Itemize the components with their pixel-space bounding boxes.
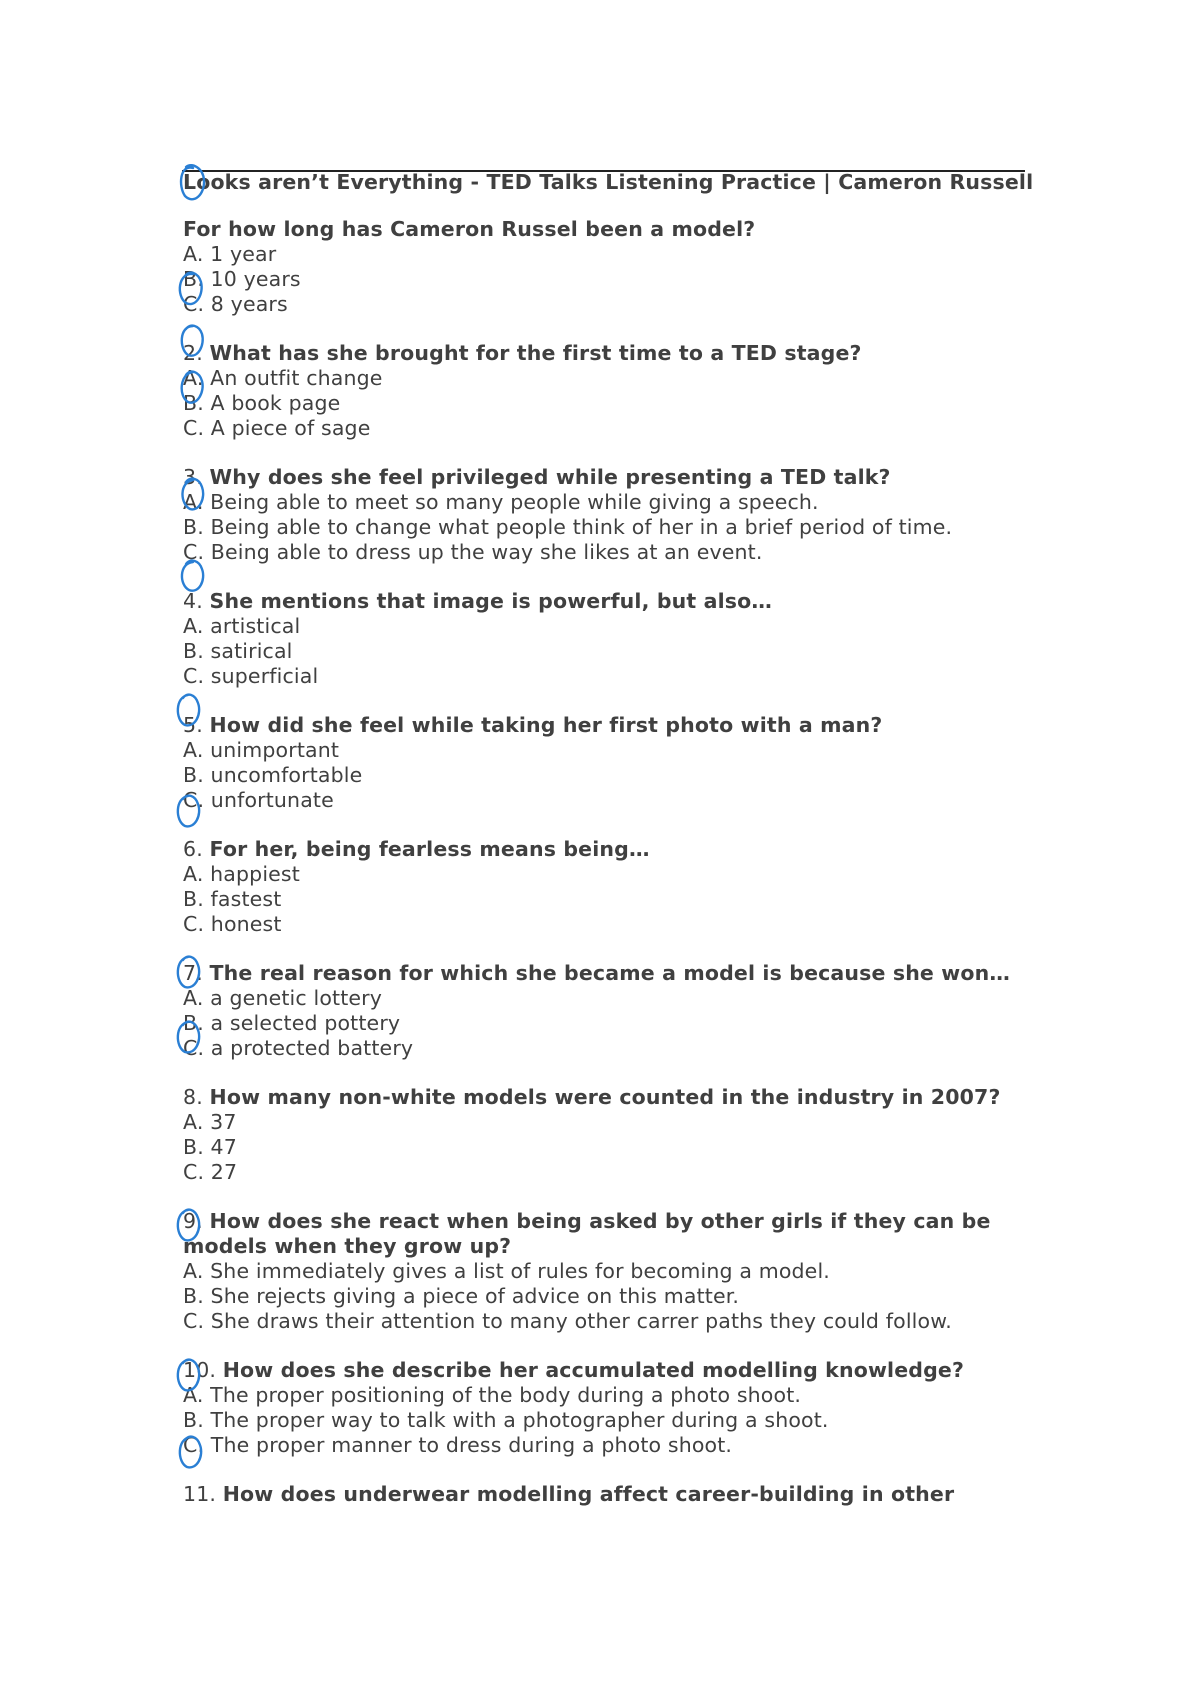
question-text: What has she brought for the first time to a TED stage? <box>209 341 862 365</box>
question-text: How did she feel while taking her first photo with a man? <box>209 713 883 737</box>
question-prompt <box>183 341 1043 366</box>
answer-option[interactable]: B. The proper way to talk with a photographer during a shoot. <box>183 1408 829 1432</box>
question-number: 6. <box>183 837 203 861</box>
answer-option[interactable]: A. The proper positioning of the body during a photo shoot. <box>183 1383 802 1407</box>
answer-option[interactable]: B. A book page <box>183 391 341 415</box>
question-number: 9. <box>183 1209 203 1233</box>
answer-option[interactable]: B. Being able to change what people think of her in a brief period of time. <box>183 515 953 539</box>
answer-option[interactable]: B. 10 years <box>183 267 301 291</box>
answer-option[interactable]: B. fastest <box>183 887 282 911</box>
question-8 <box>183 1085 1043 1185</box>
answer-option[interactable]: B. She rejects giving a piece of advice on this matter. <box>183 1284 740 1308</box>
question-prompt <box>183 713 1043 738</box>
question-text: For how long has Cameron Russel been a model? <box>183 217 756 241</box>
question-text: The real reason for which she became a model is because she won… <box>209 961 1010 985</box>
question-prompt <box>183 589 1043 614</box>
question-2 <box>183 341 1043 441</box>
question-text: She mentions that image is powerful, but also… <box>209 589 773 613</box>
question-prompt <box>183 961 1043 986</box>
answer-option[interactable]: C. A piece of sage <box>183 416 371 440</box>
answer-option[interactable]: B. a selected pottery <box>183 1011 401 1035</box>
answer-option[interactable]: A. 37 <box>183 1110 237 1134</box>
question-text: How does underwear modelling affect career-building in other <box>222 1482 955 1506</box>
answer-option[interactable]: A. artistical <box>183 614 301 638</box>
answer-option[interactable]: C. a protected battery <box>183 1036 414 1060</box>
question-number: 3. <box>183 465 203 489</box>
answer-option[interactable]: A. unimportant <box>183 738 340 762</box>
question-6 <box>183 837 1043 937</box>
question-4 <box>183 589 1043 689</box>
question-prompt <box>183 465 1043 490</box>
document-body <box>183 170 1043 1531</box>
question-11 <box>183 1482 1043 1507</box>
question-prompt <box>183 217 1043 242</box>
question-prompt <box>183 1085 1043 1110</box>
question-text: How does she describe her accumulated modelling knowledge? <box>222 1358 965 1382</box>
question-number: 7. <box>183 961 203 985</box>
answer-option[interactable]: C. honest <box>183 912 282 936</box>
answer-option[interactable]: C. Being able to dress up the way she likes at an event. <box>183 540 763 564</box>
question-7 <box>183 961 1043 1061</box>
document-title: Looks aren’t Everything - TED Talks Listening Practice | Cameron Russell <box>183 170 1034 194</box>
question-10 <box>183 1358 1043 1458</box>
question-number: 11. <box>183 1482 217 1506</box>
question-3 <box>183 465 1043 565</box>
answer-option[interactable]: A. 1 year <box>183 242 277 266</box>
answer-option[interactable]: C. superficial <box>183 664 319 688</box>
question-text: How does she react when being asked by other girls if they can be models when they grow up? <box>183 1209 991 1258</box>
answer-option[interactable]: A. She immediately gives a list of rules for becoming a model. <box>183 1259 830 1283</box>
answer-option[interactable]: C. 8 years <box>183 292 288 316</box>
answer-option[interactable]: C. The proper manner to dress during a photo shoot. <box>183 1433 733 1457</box>
answer-option[interactable]: A. An outfit change <box>183 366 383 390</box>
question-text: Why does she feel privileged while presenting a TED talk? <box>209 465 891 489</box>
answer-option[interactable]: B. satirical <box>183 639 293 663</box>
question-prompt <box>183 837 1043 862</box>
answer-option[interactable]: B. 47 <box>183 1135 237 1159</box>
answer-option[interactable]: A. a genetic lottery <box>183 986 383 1010</box>
question-9 <box>183 1209 1043 1334</box>
question-prompt <box>183 1482 1043 1507</box>
question-number: 10. <box>183 1358 217 1382</box>
question-text: For her, being fearless means being… <box>209 837 650 861</box>
question-prompt <box>183 1209 1043 1259</box>
answer-option[interactable]: A. Being able to meet so many people while giving a speech. <box>183 490 819 514</box>
question-number: 5. <box>183 713 203 737</box>
answer-option[interactable]: C. She draws their attention to many other carrer paths they could follow. <box>183 1309 952 1333</box>
answer-option[interactable]: C. 27 <box>183 1160 238 1184</box>
question-text: How many non-white models were counted in the industry in 2007? <box>209 1085 1001 1109</box>
answer-option[interactable]: A. happiest <box>183 862 300 886</box>
question-5 <box>183 713 1043 813</box>
question-1 <box>183 217 1043 317</box>
answer-option[interactable]: B. uncomfortable <box>183 763 363 787</box>
answer-option[interactable]: C. unfortunate <box>183 788 334 812</box>
question-number: 2. <box>183 341 203 365</box>
question-number: 4. <box>183 589 203 613</box>
question-prompt <box>183 1358 1043 1383</box>
question-number: 8. <box>183 1085 203 1109</box>
